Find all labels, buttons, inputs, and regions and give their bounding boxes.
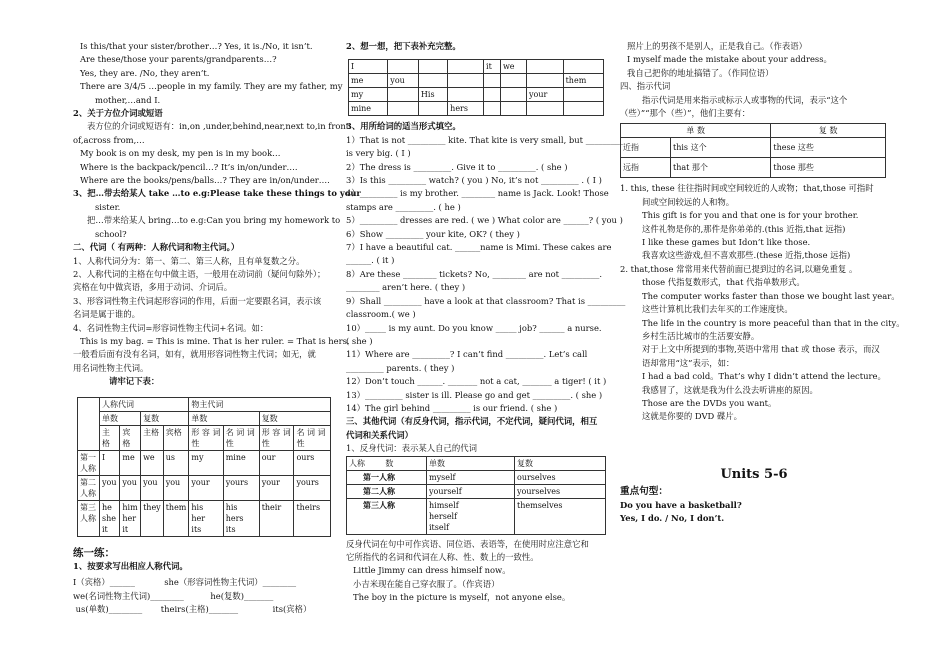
exercise-line: 7）I have a beautiful cat. ______name is Mimi. These cakes are [346, 242, 612, 253]
text-line: 乡村生活比城市的生活要安静。 [642, 330, 760, 341]
exercise-line: ________ aren’t here. ( they ) [346, 282, 466, 293]
exercise-line: 2）The dress is _________. Give it to _________. ( she ) [346, 161, 568, 172]
exercise-line: 10）_____ is my aunt. Do you know _____ job? ______ a nurse. [346, 322, 602, 333]
table-cell: himself herself itself [427, 498, 515, 534]
reflexive-table [346, 456, 606, 535]
table-cell: theirs [294, 500, 331, 536]
row-label: 第一人称 [78, 450, 100, 475]
practice-line: we(名词性物主代词)________ he(复数)_______ [73, 590, 274, 601]
grid-cell [388, 102, 419, 116]
text-line: 语却常用“这”表示，如： [642, 357, 735, 368]
section-heading: 2、关于方位介词或短语 [73, 108, 163, 119]
text-line: 对于上文中所提到的事物,英语中常用 that 或 those 表示，而汉 [642, 344, 880, 355]
table-cell: this 这个 [671, 138, 771, 158]
text-line: 这就是你要的 DVD 碟片。 [642, 411, 743, 422]
table-cell: your [259, 475, 294, 500]
table-header: 复数 [515, 456, 606, 470]
exercise-line: 9）Shall _________ have a look at that classroom? That is _________ [346, 295, 626, 306]
column-3 [620, 40, 905, 525]
grid-cell: it [484, 60, 501, 74]
section-heading: 四、指示代词 [620, 81, 671, 92]
table-cell: those 那些 [771, 158, 886, 178]
text-line: 这件礼物是你的,那件是你弟弟的.(this 近指,that 远指) [642, 223, 846, 234]
grid-cell: them [563, 74, 603, 88]
grid-cell: my [349, 88, 388, 102]
table-cell: you [163, 475, 189, 500]
grid-cell [500, 88, 526, 102]
table-header: 复数 [141, 411, 189, 425]
key-sentence: Do you have a basketball? [620, 499, 742, 510]
table-row [349, 88, 604, 102]
practice-line: I（宾格）______ she（形容词性物主代词）________ [73, 577, 297, 588]
units-heading: Units 5-6 [720, 466, 788, 482]
text-line: 2. that,those 常常用来代替前面已提到过的名词,以避免重复 。 [620, 263, 858, 274]
text-line: （些）”“那个（些）”，他们主要有： [620, 108, 751, 119]
text-line: 我感冒了，这就是我为什么没去听讲座的原因。 [642, 384, 818, 395]
table-cell: my [189, 450, 223, 475]
exercise-line: ( she ) [346, 335, 373, 346]
exercise-line: stamps are _________. ( he ) [346, 201, 461, 212]
table-row [349, 60, 604, 74]
grid-cell [448, 60, 484, 74]
exercise-line: 5）_________ dresses are red. ( we ) What color are ______? ( you ) [346, 215, 623, 226]
grid-cell [448, 88, 484, 102]
row-label: 第三人称 [78, 500, 100, 536]
exercise-line: 12）Don’t touch ______. _______ not a cat, _______ a tiger! ( it ) [346, 376, 607, 387]
grid-cell: you [388, 74, 419, 88]
text-line: 1、人称代词分为：第一、第二、第三人称，且有单复数之分。 [73, 255, 305, 266]
text-line: 小吉米现在能自己穿衣服了。（作宾语） [353, 578, 500, 589]
section-heading: 请牢记下表： [109, 376, 160, 387]
table-row [347, 470, 606, 484]
grid-cell [526, 60, 563, 74]
grid-cell [484, 88, 501, 102]
table-cell: me [120, 450, 141, 475]
grid-cell: hers [448, 102, 484, 116]
column-1 [73, 40, 361, 617]
row-label: 远指 [621, 158, 671, 178]
table-header: 单数 [189, 411, 259, 425]
row-label: 第一人称 [347, 470, 427, 484]
grid-cell [448, 74, 484, 88]
grid-cell: your [526, 88, 563, 102]
text-line: 名词是属于谁的。 [73, 309, 140, 320]
grid-cell [526, 102, 563, 116]
grid-cell: we [500, 60, 526, 74]
practice-subtitle: 1、按要求写出相应人称代词。 [73, 560, 188, 571]
text-line: school? [95, 228, 127, 239]
exercise-line: 6）Show _________ your kite, OK? ( they ) [346, 228, 520, 239]
grid-cell [388, 60, 419, 74]
table-row [78, 475, 331, 500]
exercise-line: 3）Is this _________ watch? ( you ) No, it’s not _________ . ( I ) [346, 175, 602, 186]
table-cell: yourself [427, 484, 515, 498]
table-cell: our [259, 450, 294, 475]
table-header: 单数 [427, 456, 515, 470]
fill-grid [348, 59, 604, 116]
text-line: The life in the country is more peaceful than that in the city。 [642, 317, 905, 328]
text-line: I like these games but Idon’t like those. [642, 237, 811, 248]
text-line: I had a bad cold。That’s why I didn’t attend the lecture。 [642, 371, 886, 382]
table-row [78, 450, 331, 475]
text-line: sister. [95, 201, 121, 212]
practice-title: 练一练： [73, 546, 115, 559]
table-header: 物主代词 [189, 397, 331, 411]
grid-cell [484, 102, 501, 116]
text-line: of,across from,… [73, 134, 145, 145]
section-heading: 2、想一想，把下表补充完整。 [346, 41, 461, 51]
text-line: 一般看后面有没有名词，如有，就用形容词性物主代词；如无，就 [73, 349, 316, 360]
exercise-line: 11）Where are _________? I can’t find _________. Let’s call [346, 349, 588, 360]
grid-cell: His [418, 88, 447, 102]
grid-cell [418, 102, 447, 116]
text-line: mother,…and I. [95, 94, 161, 105]
section-heading: 三、其他代词（有反身代词，指示代词，不定代词，疑问代词，相互 [346, 416, 598, 427]
text-line: This gift is for you and that one is for your brother. [642, 210, 859, 221]
column-2 [346, 40, 626, 605]
section-heading: 二、代词（ 有两种：人称代词和物主代词。） [73, 242, 240, 253]
table-cell: them [163, 500, 189, 536]
exercise-line: classroom.( we ) [346, 309, 416, 320]
grid-cell: I [349, 60, 388, 74]
text-line: 我喜欢这些游戏,但不喜欢那些.(these 近指,those 远指) [642, 250, 851, 261]
text-line: 1、反身代词：表示某人自己的代词 [346, 443, 477, 454]
table-cell: we [141, 450, 164, 475]
table-cell: myself [427, 470, 515, 484]
pronoun-table [77, 397, 331, 537]
grid-cell: me [349, 74, 388, 88]
exercise-line: is very big. ( I ) [346, 148, 411, 159]
table-cell: him her it [120, 500, 141, 536]
text-line: This is my bag. = This is mine. That is her ruler. = That is hers. [80, 335, 350, 346]
text-line: 它所指代的名词和代词在人称、性、数上的一致性。 [346, 551, 539, 562]
exercise-line: 14）The girl behind _________ is our friend. ( she ) [346, 402, 558, 413]
table-header: 单数 [100, 411, 141, 425]
table-header: 宾格 [163, 425, 189, 450]
table-cell: you [120, 475, 141, 500]
table-header: 形 容 词性 [189, 425, 223, 450]
text-line: Where are the books/pens/balls…? They are in/on/under…. [80, 175, 330, 186]
text-line: Those are the DVDs you want。 [642, 397, 777, 408]
text-line: 这些计算机比我们去年买的工作速度快。 [642, 304, 793, 315]
text-line: There are 3/4/5 …people in my family. They are my father, my [80, 81, 343, 92]
table-cell: ourselves [515, 470, 606, 484]
table-cell: I [100, 450, 120, 475]
text-line: 3、形容词性物主代词起形容词的作用，后面一定要跟名词，表示该 [73, 295, 322, 306]
table-cell: their [259, 500, 294, 536]
table-header: 名 词 词性 [223, 425, 259, 450]
exercise-line: 1）That is not _________ kite. That kite is very small, but _________ [346, 134, 624, 145]
table-header: 复数 [259, 411, 330, 425]
table-cell: themselves [515, 498, 606, 534]
grid-cell [418, 60, 447, 74]
section-heading: 3、把…带去给某人 take …to e.g:Please take these things to your [73, 188, 361, 199]
text-line: 表方位的介词或短语有：in,on ,under,behind,near,next to,in front [87, 121, 350, 132]
table-header: 名 词 词性 [294, 425, 331, 450]
table-header: 形 容 词性 [259, 425, 294, 450]
grid-cell: mine [349, 102, 388, 116]
text-line: The boy in the picture is myself，not anyone else。 [353, 592, 571, 603]
text-line: 间或空间较远的人和物。 [642, 196, 735, 207]
table-cell: his her its [189, 500, 223, 536]
table-cell: mine [223, 450, 259, 475]
text-line: Where is the backpack/pencil…? It’s in/on/under…. [80, 161, 298, 172]
table-header: 主格 [141, 425, 164, 450]
exercise-line: _________ parents. ( they ) [346, 362, 455, 373]
demonstrative-table [620, 123, 886, 178]
text-line: Little Jimmy can dress himself now。 [353, 565, 511, 576]
text-line: I myself made the mistake about your address。 [627, 54, 832, 65]
table-header: 复 数 [771, 124, 886, 138]
text-line: 用名词性物主代词。 [73, 362, 149, 373]
section-heading: 3、用所给词的适当形式填空。 [346, 121, 461, 132]
text-line: Are these/those your parents/grandparents…? [80, 54, 277, 65]
text-line: Is this/that your sister/brother…? Yes, it is./No, it isn’t. [80, 41, 313, 51]
grid-cell [563, 60, 603, 74]
table-row [349, 102, 604, 116]
table-row [347, 498, 606, 534]
grid-cell [563, 88, 603, 102]
text-line: 宾格在句中做宾语，多用于动词、介词后。 [73, 282, 233, 293]
table-header: 主格 [100, 425, 120, 450]
practice-line: us(单数)________ theirs(主格)_______ its(宾格） [73, 604, 312, 615]
row-label: 近指 [621, 138, 671, 158]
exercise-line: 4）_________ is my brother. ________ name is Jack. Look! Those [346, 188, 609, 199]
exercise-line: 13）_________ sister is ill. Please go and get _________. ( she ) [346, 389, 603, 400]
row-label: 第二人称 [78, 475, 100, 500]
table-header: 人称代词 [100, 397, 189, 411]
text-line: Yes, they are. /No, they aren’t. [80, 67, 210, 78]
table-cell: he she it [100, 500, 120, 536]
grid-cell [418, 74, 447, 88]
table-cell: yourselves [515, 484, 606, 498]
table-cell: they [141, 500, 164, 536]
text-line: 4、名词性物主代词=形容词性物主代词+名词。如： [73, 322, 269, 333]
key-sentence-title: 重点句型： [620, 486, 668, 498]
table-cell: yours [294, 475, 331, 500]
text-line: 把…带来给某人 bring…to e.g:Can you bring my homework to [87, 215, 341, 226]
table-cell: you [141, 475, 164, 500]
key-sentence: Yes, I do. / No, I don’t. [620, 512, 725, 523]
table-row [78, 500, 331, 536]
table-cell: your [189, 475, 223, 500]
table-cell: yours [223, 475, 259, 500]
grid-cell [500, 102, 526, 116]
section-heading: 代词和关系代词） [346, 429, 413, 440]
grid-cell [388, 88, 419, 102]
table-row [621, 138, 886, 158]
text-line: My book is on my desk, my pen is in my book… [80, 148, 281, 159]
table-header: 人称 数 [347, 456, 427, 470]
table-cell: us [163, 450, 189, 475]
grid-cell [500, 74, 526, 88]
row-label: 第二人称 [347, 484, 427, 498]
text-line: 1. this, these 往往指时间或空间较近的人或物；that,those 可指时 [620, 183, 874, 194]
table-cell: his hers its [223, 500, 259, 536]
table-row [349, 74, 604, 88]
exercise-line: ______. ( it ) [346, 255, 395, 266]
grid-cell [563, 102, 603, 116]
text-line: The computer works faster than those we bought last year。 [642, 290, 900, 301]
grid-cell [526, 74, 563, 88]
table-header: 宾格 [120, 425, 141, 450]
text-line: 指示代词是用来指示或标示人或事物的代词，表示“这个 [642, 94, 848, 105]
text-line: 2、人称代词的主格在句中做主语，一般用在动词前（疑问句除外）； [73, 268, 326, 279]
text-line: those 代指复数形式，that 代指单数形式。 [642, 277, 805, 288]
table-cell: you [100, 475, 120, 500]
table-row [347, 484, 606, 498]
table-row [621, 158, 886, 178]
table-cell: these 这些 [771, 138, 886, 158]
text-line: 我自己把你的地址搞错了。（作同位语） [627, 67, 774, 78]
table-cell: ours [294, 450, 331, 475]
text-line: 反身代词在句中可作宾语、同位语、表语等，在使用时应注意它和 [346, 538, 589, 549]
row-label: 第三人称 [347, 498, 427, 534]
exercise-line: 8）Are these ________ tickets? No, ________ are not _________. [346, 268, 603, 279]
table-header: 单 数 [621, 124, 771, 138]
grid-cell [484, 74, 501, 88]
text-line: 照片上的男孩不是别人，正是我自己。（作表语） [627, 41, 808, 51]
table-cell: that 那个 [671, 158, 771, 178]
